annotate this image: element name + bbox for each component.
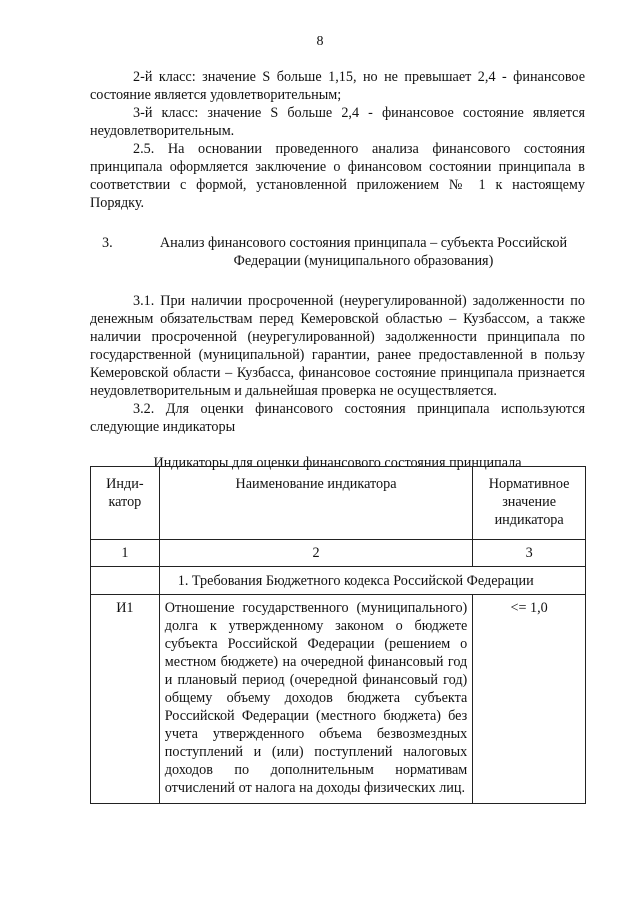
- paragraph-class-2: 2-й класс: значение S больше 1,15, но не превышает 2,4 - финансовое состояние является удовлетворительным;: [90, 69, 585, 103]
- table-header-row: [91, 467, 586, 540]
- document-body: [90, 68, 585, 472]
- table-section-row: [91, 567, 586, 595]
- column-number: 3: [473, 540, 586, 567]
- header-name: Наименование индикатора: [159, 467, 473, 540]
- section-number: 3.: [102, 235, 113, 251]
- column-numbers-row: [91, 540, 586, 567]
- section-title: Анализ финансового состояния принципала – субъекта Российской Федерации (муниципального образования): [159, 235, 568, 269]
- column-number: 2: [159, 540, 473, 567]
- section-3-heading: [90, 234, 585, 270]
- table-title: Индикаторы для оценки финансового состояния принципала: [153, 455, 522, 471]
- header-indicator: Инди-катор: [91, 467, 160, 540]
- paragraph-3-1: 3.1. При наличии просроченной (неурегулированной) задолженности по денежным обязательствам перед Кемеровской областью – Кузбассом, а также наличии просроченной (неурегулированной) задолженности принципала по государственной (муниципальной) гарантии, ранее предоставленной в пользу Кемеровской области – Кузбасса, финансовое состояние принципала признается неудовлетворительным и дальнейшая проверка не осуществляется.: [90, 293, 585, 399]
- indicator-value: <= 1,0: [473, 595, 586, 804]
- paragraph-3-2: 3.2. Для оценки финансового состояния принципала используются следующие индикаторы: [90, 401, 585, 435]
- page-number: 8: [316, 34, 324, 49]
- indicators-table: [90, 466, 586, 804]
- paragraph-class-3: 3-й класс: значение S больше 2,4 - финансовое состояние является неудовлетворительным.: [90, 105, 585, 139]
- indicator-name: Отношение государственного (муниципального) долга к утвержденному законом о бюджете субъекта Российской Федерации (решением о местном бюджете) на очередной финансовый год и плановый период (очередной финансовый год) общему объему доходов бюджета субъекта Российской Федерации (местного бюджета) без учета утвержденного объема безвозмездных поступлений и (или) поступлений налоговых доходов по дополнительным нормативам отчислений от налога на доходы физических лиц.: [159, 595, 473, 804]
- indicator-code: И1: [91, 595, 160, 804]
- column-number: 1: [91, 540, 160, 567]
- table-row: [91, 595, 586, 804]
- header-norm: Нормативное значение индикатора: [473, 467, 586, 540]
- empty-cell: [91, 567, 160, 595]
- section-row-label: 1. Требования Бюджетного кодекса Российской Федерации: [159, 567, 585, 595]
- paragraph-2-5: 2.5. На основании проведенного анализа финансового состояния принципала оформляется заключение о финансовом состоянии принципала в соответствии с формой, установленной приложением № 1 к настоящему Порядку.: [90, 141, 585, 211]
